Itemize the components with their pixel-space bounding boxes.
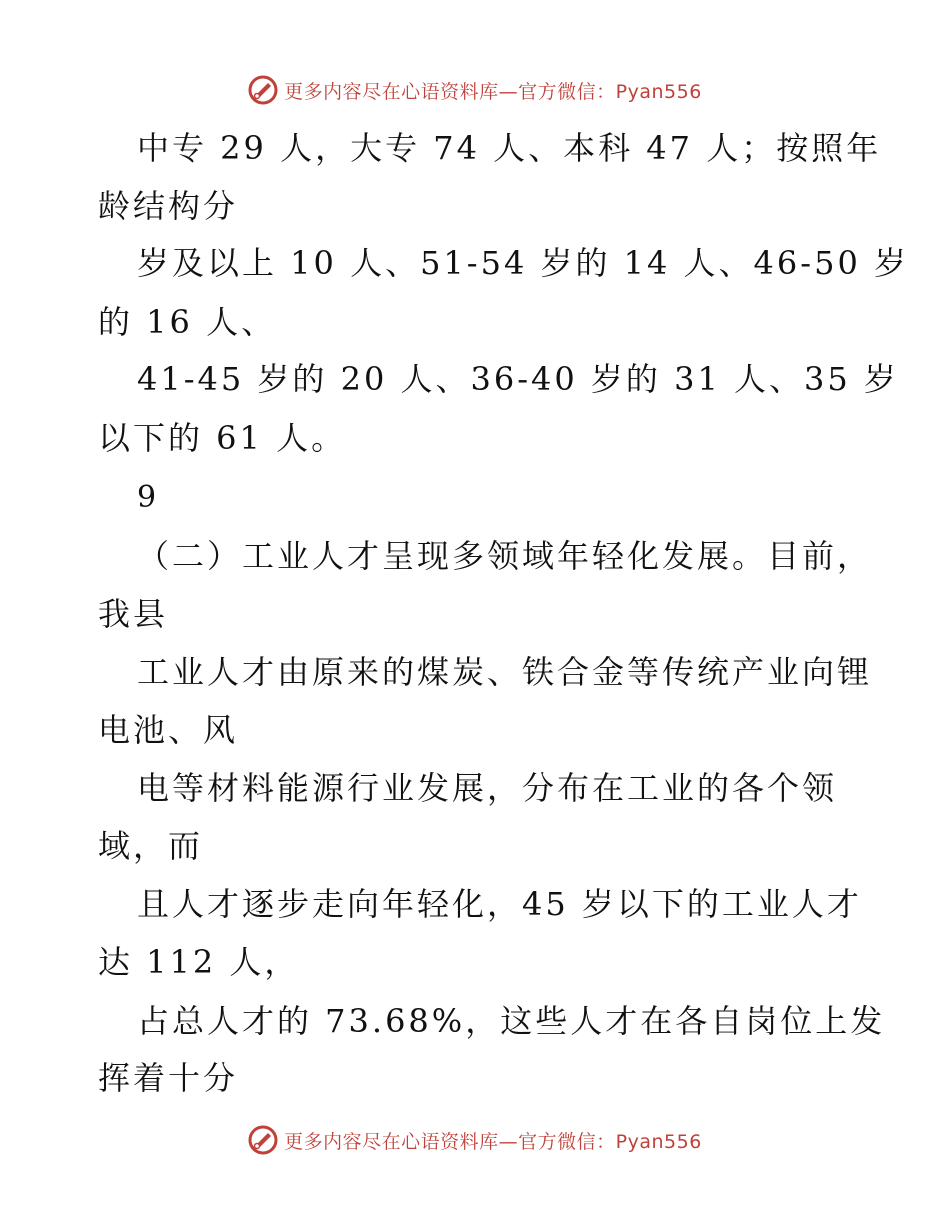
body-line: 域，而 — [98, 827, 204, 865]
header-banner — [0, 70, 950, 110]
body-line: 我县 — [98, 595, 169, 633]
seal-logo-icon — [248, 1125, 278, 1155]
body-line: 中专 29 人，大专 74 人、本科 47 人；按照年 — [137, 129, 882, 167]
body-line: 电池、风 — [98, 711, 239, 749]
body-line: 的 16 人、 — [98, 303, 277, 341]
section-heading: （二）工业人才呈现多领域年轻化发展。目前， — [137, 537, 873, 575]
body-line: 且人才逐步走向年轻化，45 岁以下的工业人才 — [137, 885, 862, 923]
page-number: 9 — [137, 480, 157, 515]
seal-logo-icon — [248, 75, 278, 105]
body-line: 占总人才的 73.68%，这些人才在各自岗位上发 — [137, 1002, 886, 1040]
footer-banner-text: 更多内容尽在心语资料库—官方微信：Pyan556 — [284, 1130, 702, 1153]
body-line: 挥着十分 — [98, 1059, 239, 1097]
body-line: 岁及以上 10 人、51-54 岁的 14 人、46-50 岁 — [137, 244, 909, 282]
body-line: 达 112 人， — [98, 943, 300, 981]
body-line: 41-45 岁的 20 人、36-40 岁的 31 人、35 岁 — [137, 360, 899, 398]
body-line: 电等材料能源行业发展，分布在工业的各个领 — [137, 769, 838, 807]
body-line: 以下的 61 人。 — [98, 419, 347, 457]
body-line: 龄结构分 — [98, 187, 239, 225]
footer-banner — [0, 1120, 950, 1160]
body-line: 工业人才由原来的煤炭、铁合金等传统产业向锂 — [137, 653, 873, 691]
header-banner-text: 更多内容尽在心语资料库—官方微信：Pyan556 — [284, 80, 702, 103]
